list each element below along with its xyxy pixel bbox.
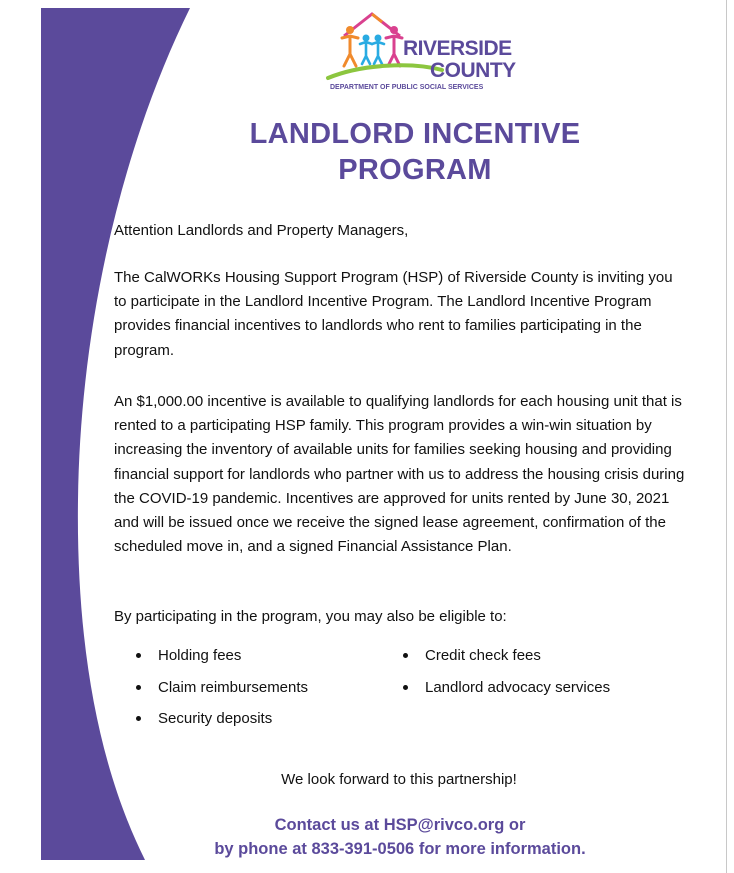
bullet-icon bbox=[136, 716, 141, 721]
bullet-icon bbox=[403, 685, 408, 690]
list-item-label: Holding fees bbox=[158, 647, 242, 665]
list-item bbox=[136, 672, 308, 704]
list-item-label: Landlord advocacy services bbox=[425, 678, 611, 696]
list-item bbox=[403, 672, 610, 704]
page-title bbox=[200, 116, 630, 188]
greeting: Attention Landlords and Property Managers, bbox=[114, 222, 409, 239]
bullet-icon bbox=[136, 653, 141, 658]
closing-line: We look forward to this partnership! bbox=[281, 771, 517, 788]
logo-text-riverside: RIVERSIDE bbox=[403, 37, 512, 60]
list-item-label: Security deposits bbox=[158, 710, 273, 728]
logo-text-county: COUNTY bbox=[430, 59, 516, 82]
eligibility-intro: By participating in the program, you may also be eligible to: bbox=[114, 608, 507, 625]
intro-paragraph: The CalWORKs Housing Support Program (HSP) of Riverside County is inviting you to participate in the Landlord Incentive Program. The Landlord Incentive Program provides financial incentives to landlords who rent to families participating in the program. bbox=[114, 269, 673, 359]
list-item-label: Credit check fees bbox=[425, 647, 541, 665]
list-item bbox=[136, 703, 308, 735]
contact-phone-line[interactable]: by phone at 833-391-0506 for more information. bbox=[214, 840, 586, 858]
title-line-2: PROGRAM bbox=[338, 154, 492, 186]
list-item bbox=[136, 640, 308, 672]
bullet-icon bbox=[403, 653, 408, 658]
page-edge-line bbox=[726, 0, 727, 873]
benefits-list-left bbox=[136, 640, 308, 735]
incentive-paragraph: An $1,000.00 incentive is available to qualifying landlords for each housing unit that is rented to a participating HSP family. This program provides a win-win situation by increasing the inventory of available units for families seeking housing and providing financial support for landlords who partner with us to address the housing crisis during the COVID-19 pandemic. Incentives are approved for units rented by June 30, 2021 and will be issued once we receive the signed lease agreement, confirmation of the scheduled move in, and a signed Financial Assistance Plan. bbox=[114, 393, 685, 556]
list-item-label: Claim reimbursements bbox=[158, 678, 309, 696]
contact-email-line[interactable]: Contact us at HSP@rivco.org or bbox=[274, 816, 526, 834]
logo-text-department: DEPARTMENT OF PUBLIC SOCIAL SERVICES bbox=[330, 84, 484, 91]
title-line-1: LANDLORD INCENTIVE bbox=[249, 118, 581, 150]
bullet-icon bbox=[136, 685, 141, 690]
contact-block bbox=[150, 813, 650, 861]
benefits-list-right bbox=[403, 640, 610, 703]
list-item bbox=[403, 640, 610, 672]
